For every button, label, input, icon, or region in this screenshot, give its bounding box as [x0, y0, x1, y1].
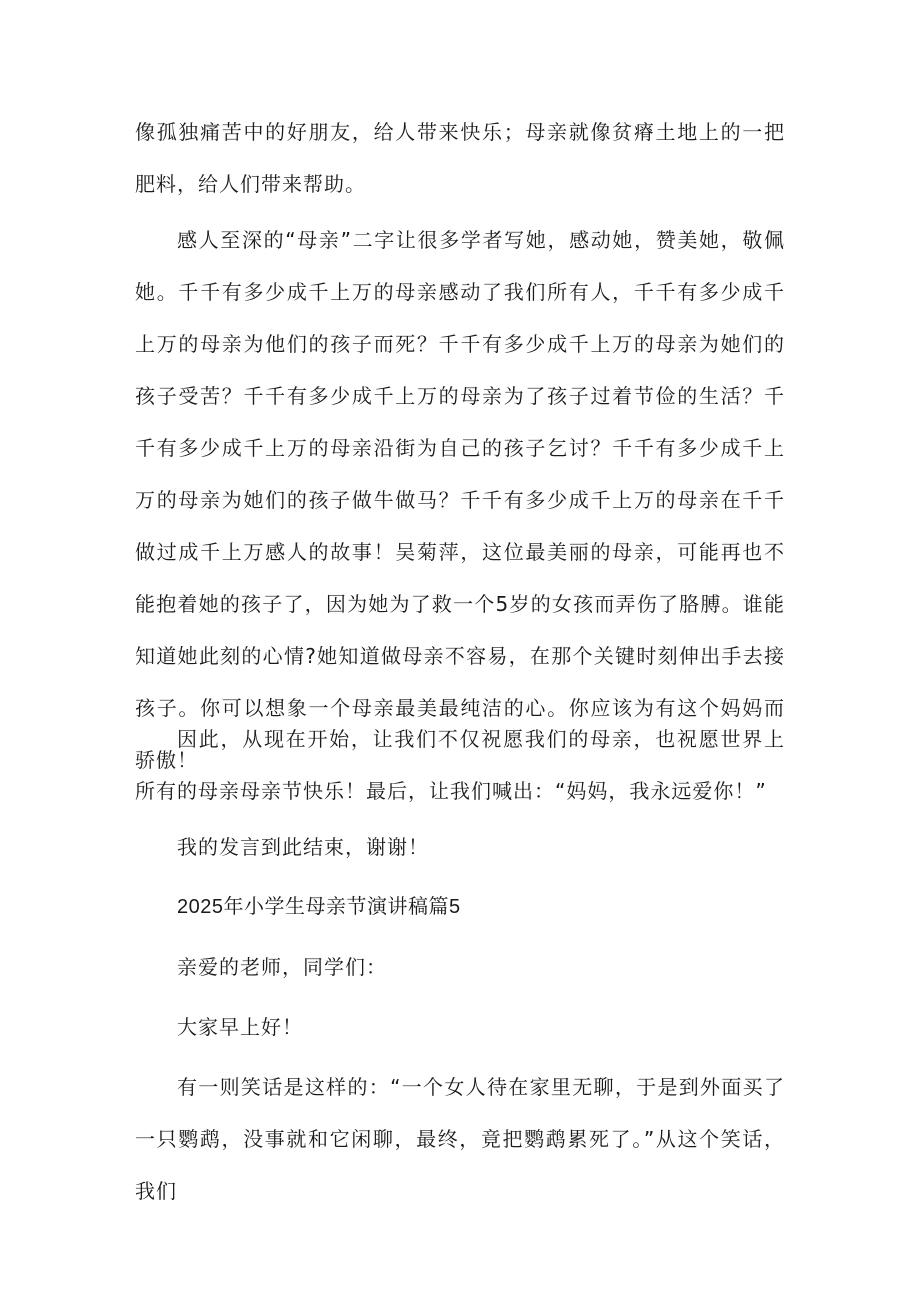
closing-line: 我的发言到此结束，谢谢！ — [177, 835, 429, 859]
greeting-line: 亲爱的老师，同学们： — [177, 955, 387, 979]
section-heading: 2025年小学生母亲节演讲稿篇5 — [177, 896, 461, 918]
morning-line: 大家早上好！ — [177, 1015, 303, 1039]
paragraph-continuation: 像孤独痛苦中的好朋友，给人带来快乐；母亲就像贫瘠土地上的一把肥料，给人们带来帮助。 — [135, 120, 785, 196]
paragraph-conclusion: 因此，从现在开始，让我们不仅祝愿我们的母亲，也祝愿世界上所有的母亲母亲节快乐！最后，让我们喊出：“妈妈，我永远爱你！” — [135, 727, 785, 803]
paragraph-joke: 有一则笑话是这样的：“一个女人待在家里无聊，于是到外面买了一只鹦鹉，没事就和它闲聊，最终，竟把鹦鹉累死了。”从这个笑话，我们 — [135, 1075, 785, 1203]
paragraph-mothers-sacrifice: 感人至深的“母亲”二字让很多学者写她，感动她，赞美她，敬佩她。千千有多少成千上万的母亲感动了我们所有人，千千有多少成千上万的母亲为他们的孩子而死？千千有多少成千上万的母亲为她们的孩子受苦？千千有多少成千上万的母亲为了孩子过着节俭的生活？千千有多少成千上万的母亲沿街为自己的孩子乞讨？千千有多少成千上万的母亲为她们的孩子做牛做马？千千有多少成千上万的母亲在千千做过成千上万感人的故事！吴菊萍，这位最美丽的母亲，可能再也不能抱着她的孩子了，因为她为了救一个5岁的女孩而弄伤了胳膊。谁能知道她此刻的心情?她知道做母亲不容易，在那个关键时刻伸出手去接孩子。你可以想象一个母亲最美最纯洁的心。你应该为有这个妈妈而骄傲！ — [135, 228, 785, 772]
